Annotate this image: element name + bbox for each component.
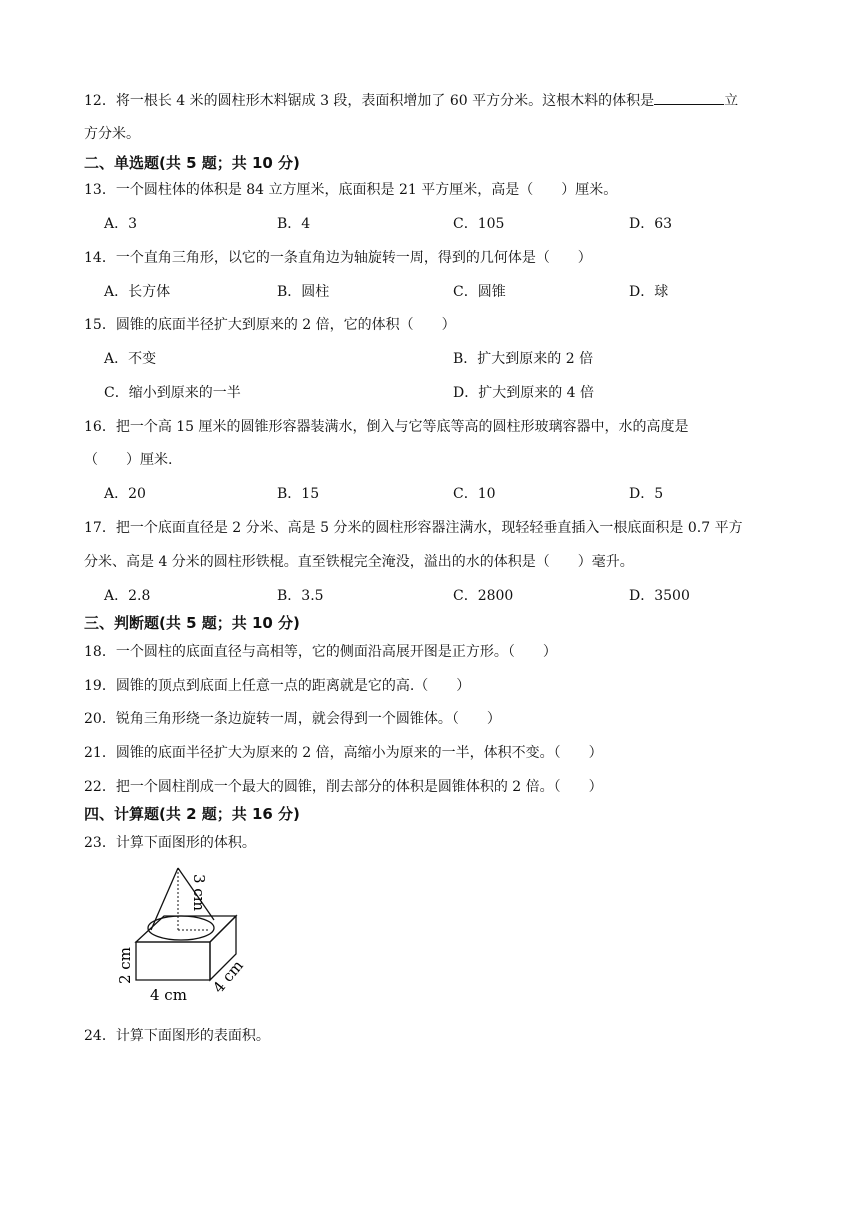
question-16-line-1: 16．把一个高 15 厘米的圆锥形容器装满水，倒入与它等底等高的圆柱形玻璃容器中，水的高度是 (84, 419, 689, 435)
question-13: 13．一个圆柱体的体积是 84 立方厘米，底面积是 21 平方厘米，高是（ ）厘米。 (84, 182, 618, 198)
question-14-option-d[interactable]: D．球 (629, 284, 669, 300)
question-16-option-c[interactable]: C．10 (453, 486, 496, 502)
question-22: 22．把一个圆柱削成一个最大的圆锥，削去部分的体积是圆锥体积的 2 倍。（ ） (84, 779, 603, 795)
box-height-label: 2 cm (116, 947, 134, 984)
question-12-line-2: 方分米。 (84, 126, 140, 142)
question-12-text: 12．将一根长 4 米的圆柱形木料锯成 3 段，表面积增加了 60 平方分米。这根木料的体积是 (84, 93, 655, 109)
question-20: 20．锐角三角形绕一条边旋转一周，就会得到一个圆锥体。（ ） (84, 711, 501, 727)
question-15: 15．圆锥的底面半径扩大到原来的 2 倍，它的体积（ ） (84, 317, 456, 333)
cuboid-front-face (136, 942, 210, 980)
question-19: 19．圆锥的顶点到底面上任意一点的距离就是它的高.（ ） (84, 678, 471, 694)
question-17-option-b[interactable]: B．3.5 (277, 588, 324, 604)
question-21: 21．圆锥的底面半径扩大为原来的 2 倍，高缩小为原来的一半，体积不变。（ ） (84, 745, 603, 761)
question-13-option-a[interactable]: A．3 (104, 216, 138, 232)
question-13-option-d[interactable]: D．63 (629, 216, 673, 232)
cone-height-label: 3 cm (190, 874, 208, 911)
question-17-option-c[interactable]: C．2800 (453, 588, 514, 604)
question-13-option-c[interactable]: C．105 (453, 216, 505, 232)
cone-base-ellipse (148, 916, 214, 940)
section-title-true-false: 三、判断题(共 5 题；共 10 分) (84, 614, 300, 632)
question-17-line-1: 17．把一个底面直径是 2 分米、高是 5 分米的圆柱形容器注满水，现轻轻垂直插入一根底面积是 0.7 平方 (84, 520, 743, 536)
question-14-option-a[interactable]: A．长方体 (104, 284, 171, 300)
question-16-option-d[interactable]: D．5 (629, 486, 664, 502)
question-15-option-c[interactable]: C．缩小到原来的一半 (104, 385, 241, 401)
question-13-option-b[interactable]: B．4 (277, 216, 311, 232)
question-14: 14．一个直角三角形，以它的一条直角边为轴旋转一周，得到的几何体是（ ） (84, 250, 592, 266)
question-18: 18．一个圆柱的底面直径与高相等，它的侧面沿高展开图是正方形。（ ） (84, 644, 557, 660)
question-16-option-a[interactable]: A．20 (104, 486, 146, 502)
box-depth-label: 4 cm (209, 956, 247, 997)
question-16-line-2: （ ）厘米. (84, 452, 173, 468)
cone-on-cuboid-figure (108, 864, 258, 1006)
question-23: 23．计算下面图形的体积。 (84, 835, 256, 851)
question-12-line-1 (84, 90, 738, 111)
question-17-option-a[interactable]: A．2.8 (104, 588, 151, 604)
question-15-option-a[interactable]: A．不变 (104, 351, 157, 367)
box-width-label: 4 cm (150, 986, 187, 1004)
question-24: 24．计算下面图形的表面积。 (84, 1028, 270, 1044)
question-14-option-b[interactable]: B．圆柱 (277, 284, 330, 300)
section-title-calculation: 四、计算题(共 2 题；共 16 分) (84, 805, 300, 823)
answer-blank[interactable] (654, 90, 724, 105)
question-15-option-d[interactable]: D．扩大到原来的 4 倍 (453, 385, 595, 401)
question-16-option-b[interactable]: B．15 (277, 486, 320, 502)
question-14-option-c[interactable]: C．圆锥 (453, 284, 506, 300)
question-15-option-b[interactable]: B．扩大到原来的 2 倍 (453, 351, 594, 367)
section-title-single-choice: 二、单选题(共 5 题；共 10 分) (84, 154, 300, 172)
question-12-text-end: 立 (724, 93, 739, 109)
question-17-line-2: 分米、高是 4 分米的圆柱形铁棍。直至铁棍完全淹没，溢出的水的体积是（ ）毫升。 (84, 554, 634, 570)
question-17-option-d[interactable]: D．3500 (629, 588, 690, 604)
